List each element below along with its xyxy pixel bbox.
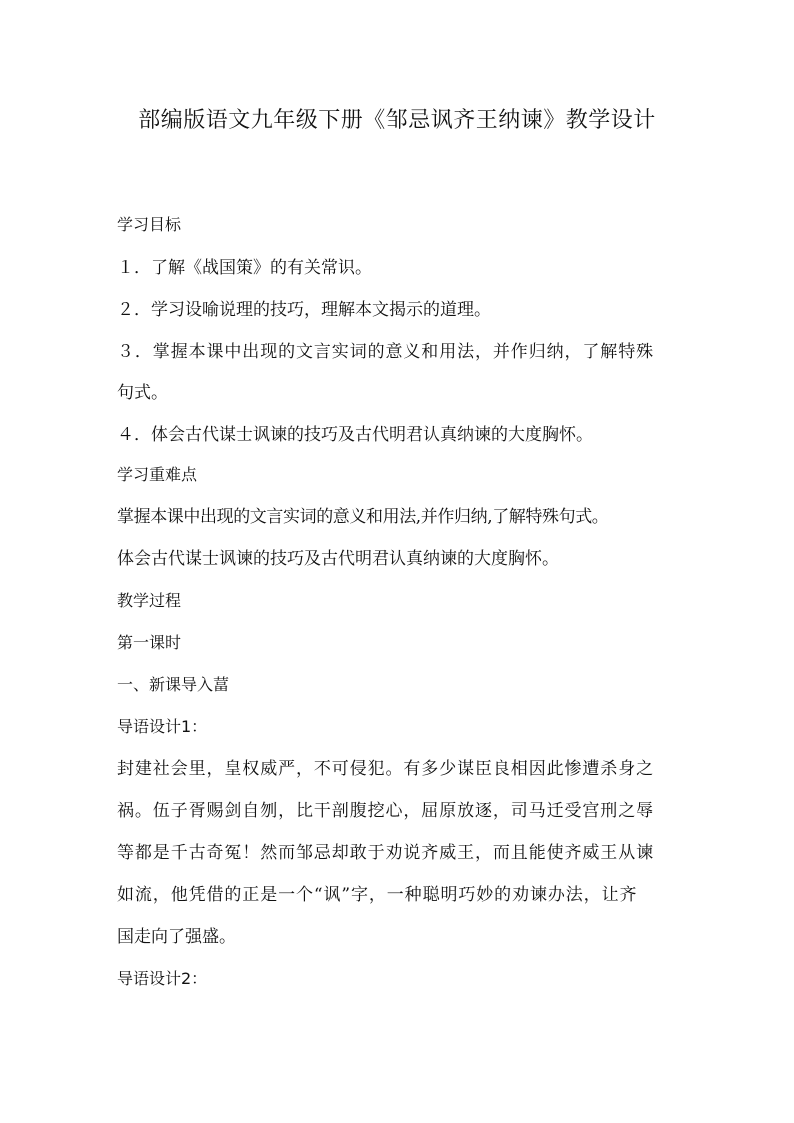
- heading-learning-objectives: 学习目标: [117, 215, 182, 234]
- objective-1: １．了解《战国策》的有关常识。: [117, 258, 372, 278]
- heading-first-lesson: 第一课时: [117, 633, 182, 652]
- heading-teaching-process: 教学过程: [117, 591, 182, 610]
- heading-new-lesson-intro: 一、新课导入葍: [117, 675, 230, 694]
- difficulty-1: 掌握本课中出现的文言实词的意义和用法,并作归纳,了解特殊句式。: [117, 507, 609, 527]
- objective-4: ４．体会古代谋士讽谏的技巧及古代明君认真纳谏的大度胸怀。: [117, 425, 593, 445]
- paragraph-line-5: 国走向了强盛。: [117, 927, 236, 947]
- difficulty-2: 体会古代谋士讽谏的技巧及古代明君认真纳谏的大度胸怀。: [117, 549, 559, 569]
- heading-intro-design-2: 导语设计2：: [117, 969, 208, 988]
- paragraph-line-2: 祸。伍子胥赐剑自刎，比干剖腹挖心，屈原放逐，司马迁受宫刑之辱: [117, 801, 654, 821]
- objective-3-continued: 句式。: [117, 383, 168, 403]
- paragraph-line-4: 如流，他凭借的正是一个“讽”字，一种聪明巧妙的劝谏办法，让齐: [117, 885, 638, 905]
- paragraph-line-3: 等都是千古奇冤！然而邹忌却敢于劝说齐威王，而且能使齐威王从谏: [117, 843, 654, 863]
- document-title: 部编版语文九年级下册《邹忌讽齐王纳谏》教学设计: [138, 108, 656, 133]
- objective-3: ３．掌握本课中出现的文言实词的意义和用法，并作归纳，了解特殊: [117, 342, 654, 362]
- heading-key-difficulties: 学习重难点: [117, 465, 198, 484]
- heading-intro-design-1: 导语设计1：: [117, 717, 208, 736]
- paragraph-line-1: 封建社会里，皇权威严，不可侵犯。有多少谋臣良相因此惨遭杀身之: [117, 759, 654, 779]
- objective-2: ２．学习设喻说理的技巧，理解本文揭示的道理。: [117, 300, 491, 320]
